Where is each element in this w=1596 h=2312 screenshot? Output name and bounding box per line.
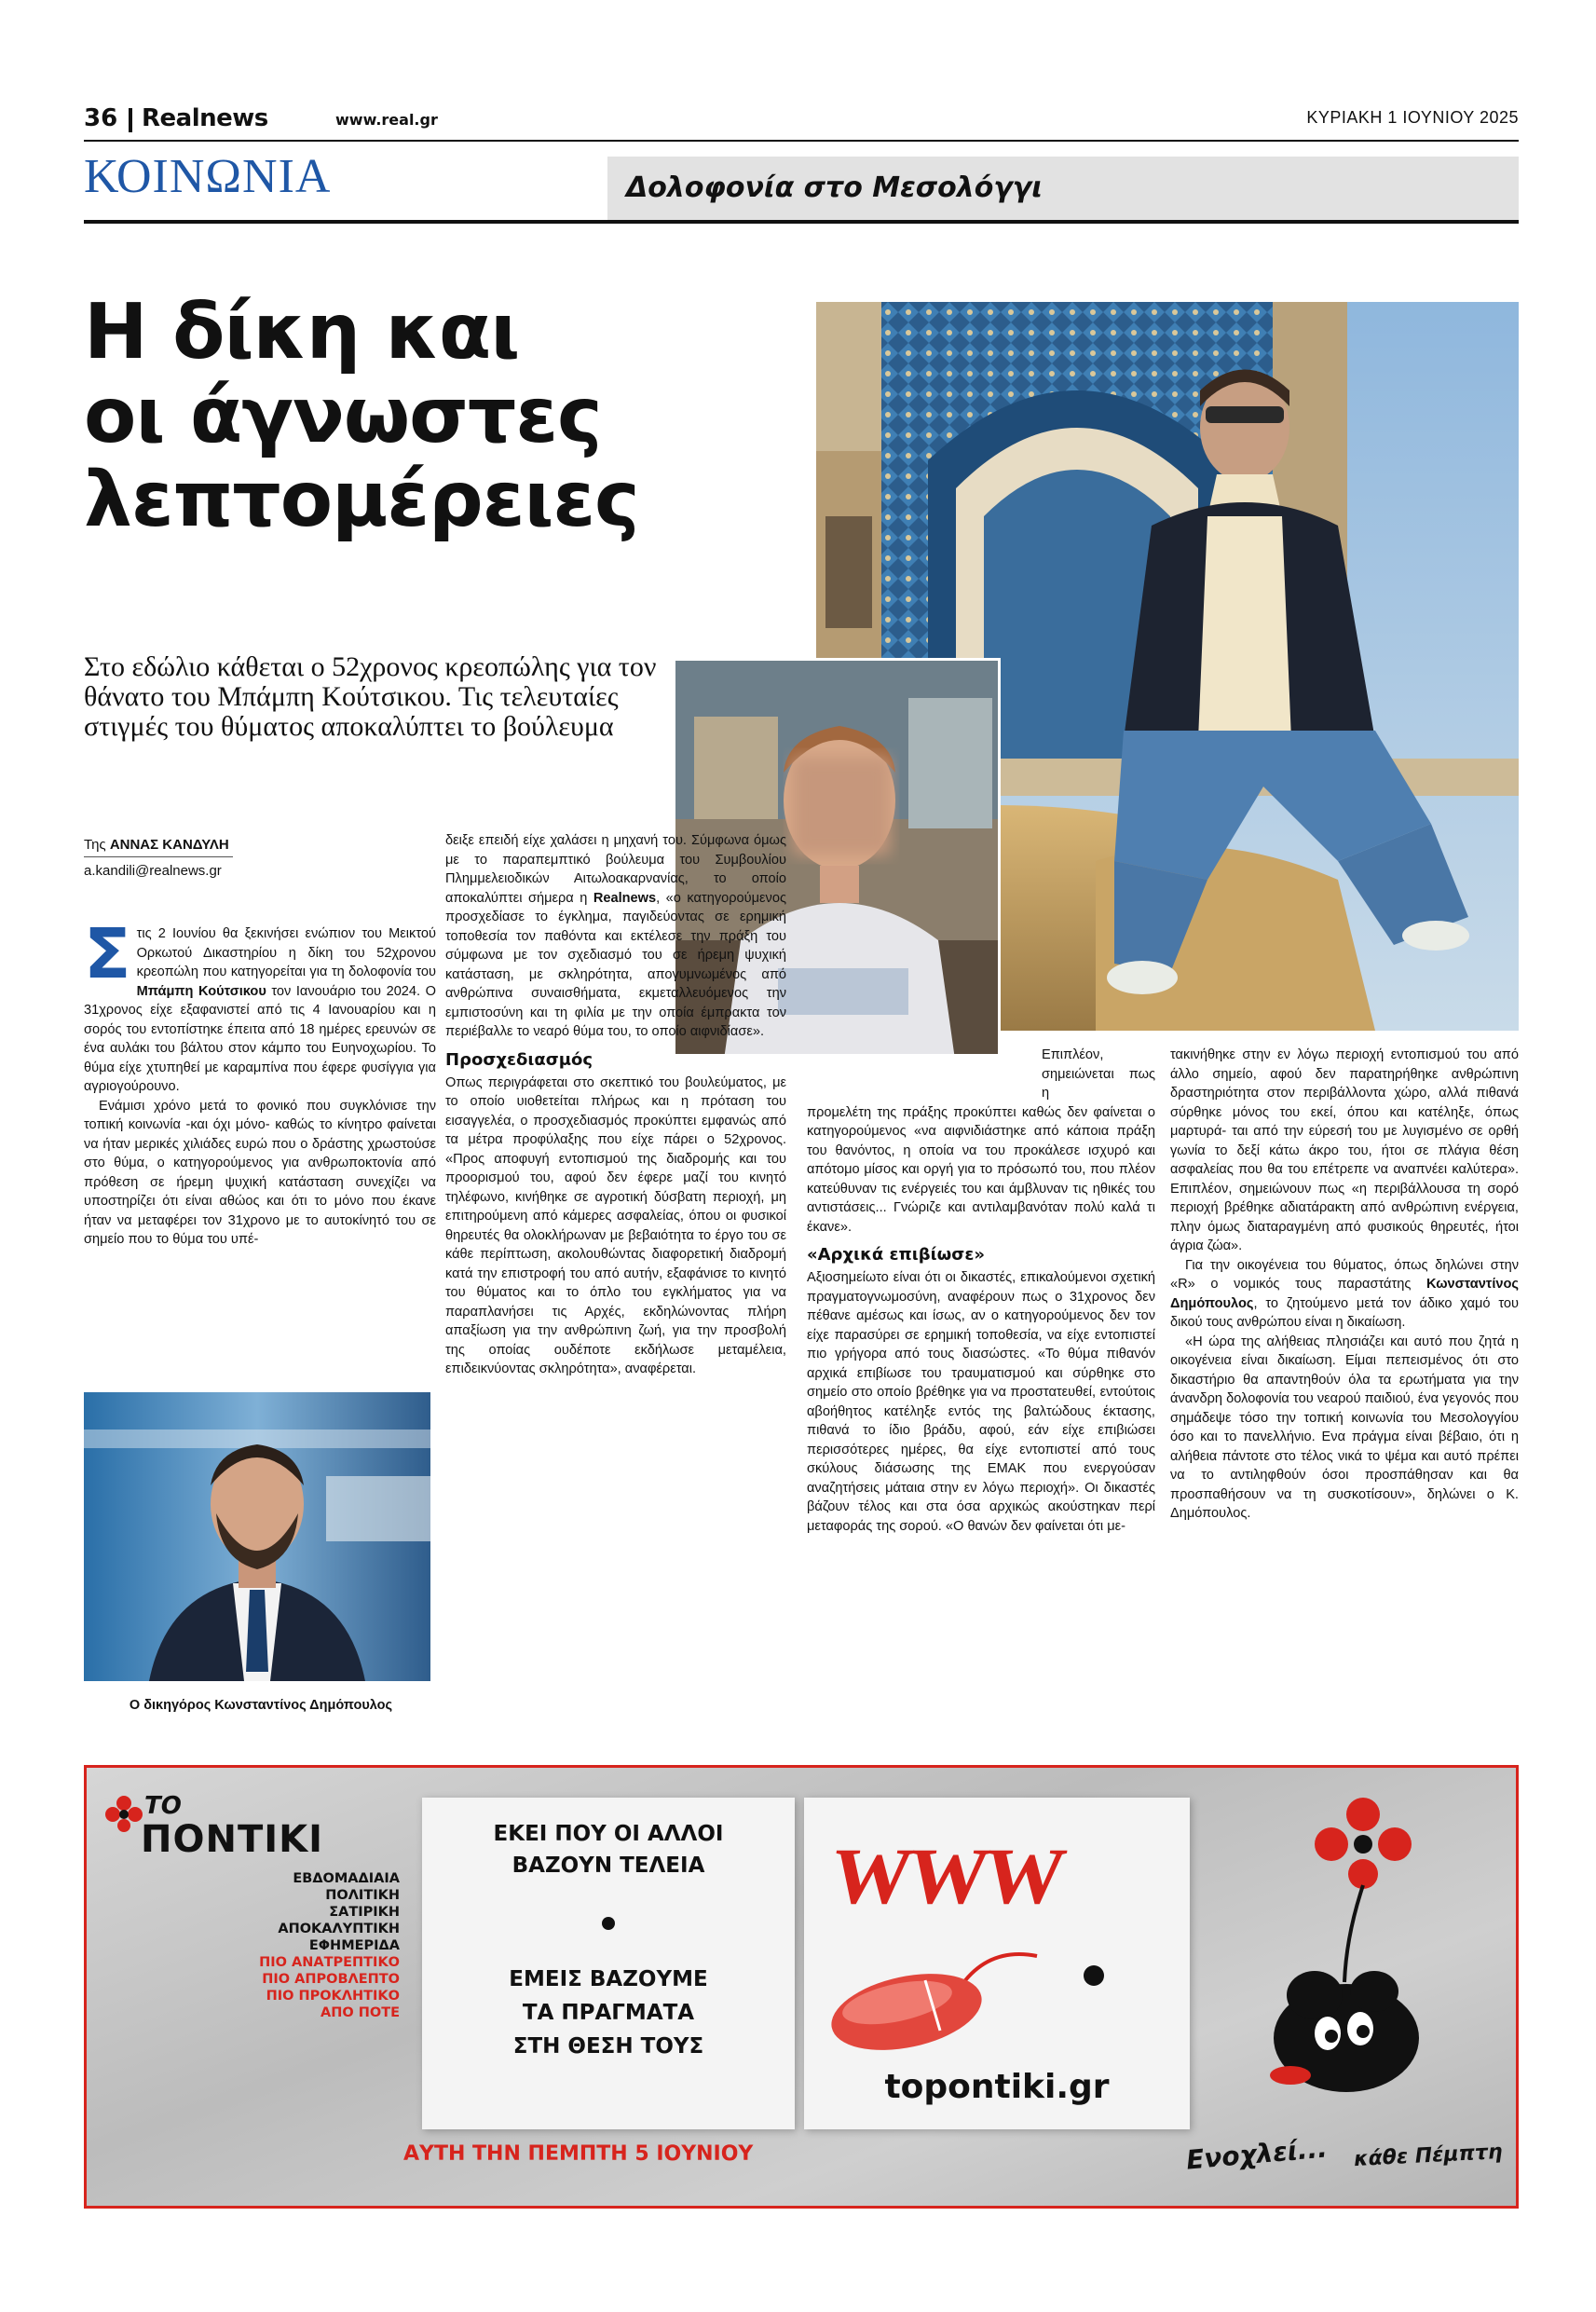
tag-line: ΠΟΛΙΤΙΚΗ — [325, 1888, 400, 1903]
drop-cap: Σ — [84, 914, 131, 994]
header-divider — [129, 108, 132, 132]
paragraph: Οπως περιγράφεται στο σκεπτικό του βουλεύματος, με το οποίο υιοθετείται πλήρως και η πρόταση του εισαγγελέα, ο προσχεδιασμός προκύπτει εμφανώς από τα μέτρα προφύλαξης που είχε πάρει ο 52χρονος. «Προς αποφυγή εντοπισμού της διαδρομής και του προορισμού του, αφού δεν έφερε μαζί του κινητό τηλέφωνο, κινήθηκε σε αγροτική δύσβατη περιοχή, μη επιτηρούμενη από κάμερες ασφαλείας, όπου οι φυσικοί θηρευτές θα ολοκλήρωναν με βεβαιότητα το έργο του σε κάθε περίπτωση, ακολουθώντας διαφορετική διαδρομή κατά την επιστροφή του από αυτήν, εξαφάνισε το κινητό του θύματος και το όπλο του εγκλήματος για να παραπλανήσει τις Αρχές, εκδηλώνοντας πλήρη απαξίωση για την ανθρώπινη ζωή, για την προσβολή της οποίας ουδέποτε εκδήλωσε μεταμέλεια, επιδεικνύοντας σκληρότητα», αναφέρεται. — [445, 1074, 786, 1376]
header-rule — [84, 140, 1519, 142]
victim-name: Μπάμπη Κούτσικου — [136, 983, 266, 999]
paragraph: Αξιοσημείωτο είναι ότι οι δικαστές, επικαλούμενοι σχετική πραγματογνωμοσύνη, αναφέρουν πως ο 31χρονος δεν πέθανε αμέσως και ίσως, αν ο κατηγορούμενος δεν τον είχε παρασύρει σε ερημική τοποθεσία, να είχε εντοπιστεί πιο γρήγορα από τους διασώστες. «Το θύμα πιθανόν αρχικά επιβίωσε του τραυματισμού και σύρθηκε στο σημείο στο οποίο βρέθηκε για να προστατευθεί, εντούτοις αβοήθητος κατέληξε εντός της βαλτώδους έκτασης, πιθανά το ίδιο βράδυ, αφού, εάν είχε επιβιώσει περισσότερες ημέρες, θα είχε εντοπιστεί από τους σκύλους διάσωσης της ΕΜΑΚ που ενεργούσαν αναζητήσεις μάταια στην εν λόγω περιοχή». Οι δικαστές βάζουν τέλος και στα όσα αρχικώς ακούστηκαν περί μεταφοράς της σορού. «Ο θανών δεν φαίνεται ότι με- — [807, 1270, 1155, 1534]
tag-line: ΣΑΤΙΡΙΚΗ — [329, 1905, 400, 1920]
article-column-2 — [445, 831, 786, 1379]
paragraph — [445, 831, 786, 1042]
ad-issue-date: ΑΥΤΗ ΤΗΝ ΠΕΜΠΤΗ 5 ΙΟΥΝΙΟΥ — [403, 2142, 754, 2166]
headline — [84, 288, 680, 544]
paragraph: «Η ώρα της αλήθειας πλησιάζει και αυτό που ζητά η οικογένεια είναι δικαίωση. Είμαι πεπεισμένος ότι στο δικαστήριο θα απαντηθούν όλα τα ερωτήματα για την άνανδρη δολοφονία του νεαρού παιδιού, ένα γεγονός που σημάδεψε τόσο την τοπική κοινωνία του Μεσολογγίου όσο και το πανελλήνιο. Ενα πράγμα είναι βέβαιο, ότι η αλήθεια πάντοτε στο τέλος νικά το ψέμα και αυτό πρέπει να το αντιληφθούν όσοι προσπάθησαν και θα προσπαθήσουν να τη συσκοτίσουν», δηλώνει ο Κ. Δημόπουλος. — [1170, 1334, 1519, 1521]
paragraph-text: δειξε επειδή είχε χαλάσει η μηχανή του. Σύμφωνα όμως με το παραπεμπτικό βούλευμα του Συμβουλίου Πλημμελειοδικών Αιτωλοακαρνανίας, το οποίο αποκαλύπτει σήμερα η — [445, 833, 786, 906]
article-column-1 — [84, 914, 436, 1250]
full-stop-dot — [1084, 1965, 1104, 1986]
mouse-mascot-icon — [1235, 1796, 1477, 2113]
ad-poster-left — [422, 1798, 795, 2129]
standfirst: Στο εδώλιο κάθεται ο 52χρονος κρεοπώλης για τον θάνατο του Μπάμπη Κούτσικου. Τις τελευταίες στιγμές του θύματος αποκαλύπτει το βούλευμα — [84, 651, 657, 742]
computer-mouse-icon — [823, 1937, 1056, 2059]
section-rule — [84, 220, 1519, 224]
paragraph-text: , «ο κατηγορούμενος προσχεδίασε το έγκλημα, παγιδεύοντας σε ερημική τοποθεσία τον παθόντα και εκτέλεσε την πράξη του σύμφωνα με τον σχεδιασμό του σε ήρεμη ψυχική κατάσταση, με σκληρότητα, απογυμνωμένος από ανθρώπινα συναισθήματα, εκμεταλλευόμενος την εμπιστοσύνη και τη φιλία με την οποία έμπρακτα τον περιέβαλλε το νεαρό θύμα του, το οποίο αιφνιδίασε». — [445, 890, 786, 1039]
headline-line: λεπτομέρειες — [84, 456, 639, 544]
lawyer-photo-image — [84, 1392, 430, 1681]
story-kicker: Δολοφονία στο Μεσολόγγι — [626, 171, 1043, 204]
issue-date: ΚΥΡΙΑΚΗ 1 ΙΟΥΝΙΟΥ 2025 — [1306, 108, 1519, 127]
lawyer-name: Κωνσταντίνος Δημόπουλος — [1170, 1277, 1519, 1311]
paragraph: Ενάμισι χρόνο μετά το φονικό που συγκλόνισε την τοπική κοινωνία -και όχι μόνο- καθώς το κίνητρο φαίνεται να ήταν μερικές χιλιάδες ευρώ που ο δράστης χρωστούσε στο θύμα, ο κατηγορούμενος για ανθρωποκτονία από πρόθεση σε ήρεμη ψυχική κατάσταση συνεχίζει να υποστηρίζει ότι είναι αθώος και ότι το μόνο που έκανε ήταν να μεταφέρει τον 31χρονο με το αυτοκίνητό του σε σημείο που το θύμα του υπέ- — [84, 1098, 436, 1247]
poster-line: ΤΑ ΠΡΑΓΜΑΤΑ — [522, 2001, 695, 2025]
page-header — [84, 104, 1519, 138]
ad-slogan-day: κάθε Πέμπτη — [1353, 2140, 1504, 2172]
subheading: Προσχεδιασμός — [445, 1049, 593, 1070]
paragraph: προμελέτη της πράξης προκύπτει καθώς δεν φαίνεται ο κατηγορούμενος «να αιφνιδιάστηκε από κάποια πράξη του θανόντος, η οποία να του προκάλεσε ισχυρό και απότομο μίσος και οργή για το πρόσωπό του, που πλέον κατεύθυναν τις ενέργειές του και άμβλυναν τις ηθικές του αντιστάσεις... Γνώριζε και αντιλαμβανόταν πολύ καλά τι έκανε». — [807, 1104, 1155, 1235]
poster-line: ΕΜΕΙΣ ΒΑΖΟΥΜΕ — [509, 1967, 708, 1991]
ad-url[interactable]: topontiki.gr — [884, 2068, 1110, 2106]
paragraph-text: Για την οικογένεια του θύματος, όπως δηλώνει στην «R» ο νομικός τους παραστάτης — [1170, 1257, 1519, 1292]
article-column-3 — [807, 1046, 1155, 1536]
poster-line: ΣΤΗ ΘΕΣΗ ΤΟΥΣ — [512, 2034, 704, 2059]
photo-caption: Ο δικηγόρος Κωνσταντίνος Δημόπουλος — [129, 1698, 393, 1713]
section-title: ΚΟΙΝΩΝΙΑ — [84, 150, 332, 203]
brand-logo: Realnews — [142, 104, 268, 132]
ad-poster-right — [804, 1798, 1190, 2129]
tag-line: ΕΦΗΜΕΡΙΔΑ — [308, 1938, 400, 1953]
subheading: «Αρχικά επιβίωσε» — [807, 1245, 985, 1265]
byline-prefix: Της — [84, 837, 106, 853]
author-email[interactable]: a.kandili@realnews.gr — [84, 863, 222, 879]
site-url[interactable]: www.real.gr — [335, 111, 438, 129]
poster-line: ΕΚΕΙ ΠΟΥ ΟΙ ΑΛΛΟΙ — [493, 1822, 724, 1846]
paragraph — [84, 914, 436, 1097]
paragraph-lead: Επιπλέον, σημειώνεται πως η — [1042, 1047, 1155, 1101]
paragraph-text: , το ζητούμενο μετά τον άδικο χαμό του δικού τους ανθρώπου είναι η δικαίωση. — [1170, 1295, 1519, 1330]
tag-line-red: ΠΙΟ ΑΝΑΤΡΕΠΤΙΚΟ — [259, 1955, 400, 1970]
headline-line: Η δίκη και — [84, 288, 520, 376]
tag-line-red: ΑΠΟ ΠΟΤΕ — [321, 2005, 400, 2020]
ad-tagline — [226, 1870, 400, 2021]
tag-line: ΑΠΟΚΑΛΥΠΤΙΚΗ — [278, 1922, 400, 1936]
headline-line: οι άγνωστες — [84, 372, 602, 460]
tag-line-red: ΠΙΟ ΠΡΟΚΛΗΤΙΚΟ — [266, 1989, 400, 2004]
paragraph — [1170, 1256, 1519, 1333]
ad-logo: ΠΟΝΤΙΚΙ — [141, 1818, 324, 1861]
article-column-4 — [1170, 1046, 1519, 1524]
ad-logo-prefix: ΤΟ — [144, 1792, 182, 1820]
paragraph-text: τις 2 Ιουνίου θα ξεκινήσει ενώπιον του Μεικτού Ορκωτού Δικαστηρίου η δίκη του 52χρονου κρεοπώλη που κατηγορείται για τη δολοφονία του — [136, 926, 436, 979]
byline — [84, 837, 229, 853]
lawyer-photo — [84, 1392, 430, 1681]
paragraph-text: τον Ιανουάριο του 2024. Ο 31χρονος είχε εξαφανιστεί από τις 4 Ιανουαρίου και η σορός του εντοπίστηκε έπειτα από 18 ημέρες ερευνών σε ένα αυλάκι του βάλτου στον κάμπο του Ευηνοχωρίου. Το θύμα είχε χτυπηθεί με καραμπίνα που έφερε φυσίγγια για αγριογούρουνο. — [84, 983, 436, 1094]
www-graphic: WWW — [825, 1831, 1068, 1921]
full-stop-dot — [602, 1917, 615, 1930]
paragraph: τακινήθηκε στην εν λόγω περιοχή εντοπισμού του από άλλο σημείο, αφού δεν παρατηρήθηκε ανθρώπινη δραστηριότητα στον περιβάλλοντα χώρο, αλλά πιθανά σύρθηκε μόνος του εκεί, όπου και κατέληξε, όπως μαρτυρά- ται από την εύρεσή του με λυγισμένο σε ορθή γωνία το δεξί κάτω άκρο του, ήτοι σε πλάγια θέση ασφαλείας που θα του επέτρεπε να αναπνέει καλύτερα». Επιπλέον, σημειώνουν πως «η περιβάλλουσα τη σορό περιοχή βρέθηκε αδιατάρακτη από ανθρώπινη ενέργεια, πλην όμως διαταραγμένη από φυσικούς θηρευτές, ήτοι άγρια ζώα». — [1170, 1047, 1519, 1253]
poster-line: ΒΑΖΟΥΝ ΤΕΛΕΙΑ — [512, 1854, 705, 1878]
page-number: 36 — [84, 104, 118, 132]
advertisement[interactable] — [84, 1765, 1519, 2209]
ad-slogan: Ενοχλεί... — [1184, 2132, 1329, 2176]
publication-name: Realnews — [593, 890, 657, 906]
author-name: ΑΝΝΑΣ ΚΑΝΔΥΛΗ — [109, 837, 229, 853]
byline-rule — [84, 856, 233, 857]
tag-line-red: ΠΙΟ ΑΠΡΟΒΛΕΠΤΟ — [262, 1972, 400, 1987]
tag-line: ΕΒΔΟΜΑΔΙΑΙΑ — [293, 1871, 400, 1886]
